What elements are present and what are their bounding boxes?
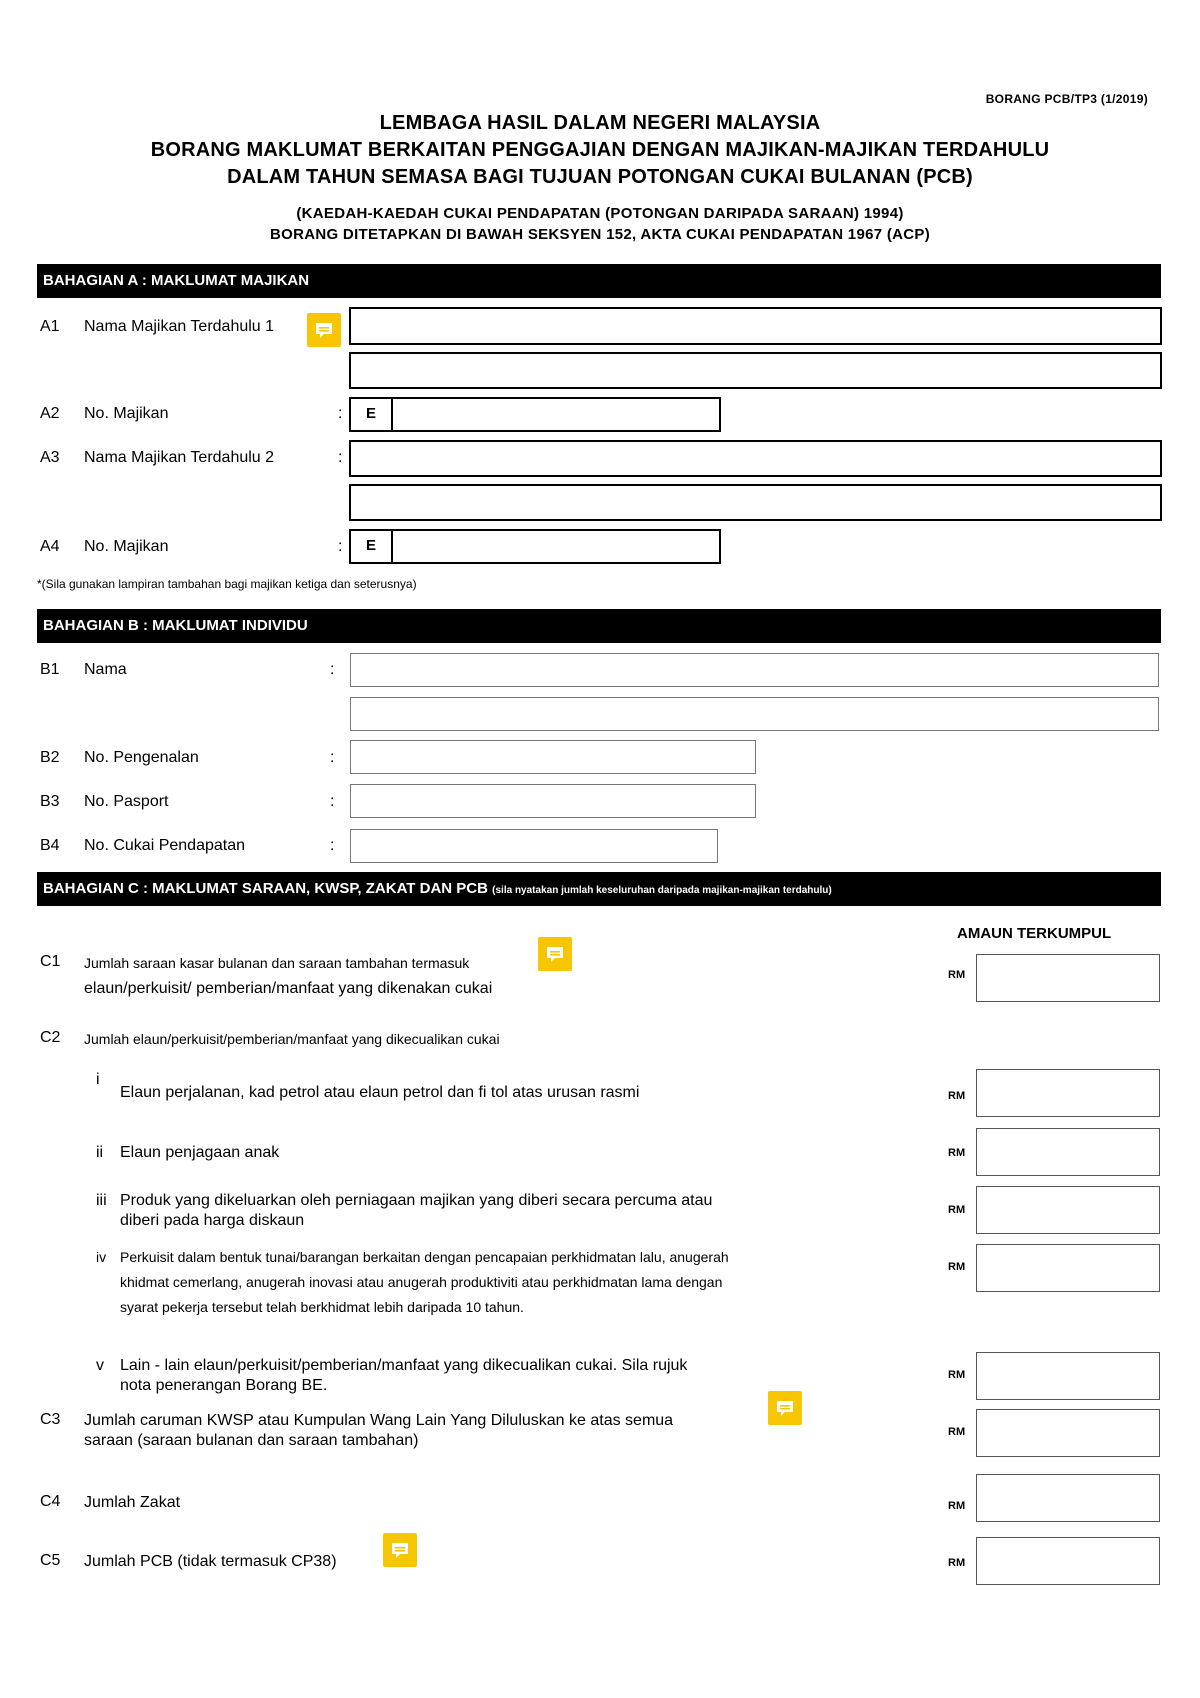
c2iii-num: iii: [96, 1192, 107, 1209]
c5-amount-input[interactable]: [976, 1537, 1160, 1585]
section-a-footnote: *(Sila gunakan lampiran tambahan bagi majikan ketiga dan seterusnya): [37, 577, 417, 591]
b3-label: No. Pasport: [84, 793, 169, 810]
c2ii-text: Elaun penjagaan anak: [120, 1144, 280, 1161]
section-c-header: [37, 872, 1161, 906]
c2-code: C2: [40, 1029, 61, 1046]
subtitle-rules: (KAEDAH-KAEDAH CUKAI PENDAPATAN (POTONGAN DARIPADA SARAAN) 1994): [296, 205, 904, 222]
b3-colon: :: [330, 793, 335, 810]
a2-code: A2: [40, 405, 60, 422]
c1-amount-input[interactable]: [976, 954, 1160, 1002]
a1-name-input-2[interactable]: [349, 352, 1162, 389]
comment-icon[interactable]: [538, 937, 572, 971]
b3-code: B3: [40, 793, 60, 810]
form-title-line-2: DALAM TAHUN SEMASA BAGI TUJUAN POTONGAN CUKAI BULANAN (PCB): [227, 166, 973, 188]
employer-prefix: E: [351, 531, 393, 562]
b4-code: B4: [40, 837, 60, 854]
a3-code: A3: [40, 449, 60, 466]
c2iv-text-line-2: khidmat cemerlang, anugerah inovasi atau anugerah produktiviti atau perkhidmatan lama dengan: [120, 1274, 723, 1290]
a3-label: Nama Majikan Terdahulu 2: [84, 449, 275, 466]
currency-label: RM: [948, 1426, 966, 1438]
page-title: LEMBAGA HASIL DALAM NEGERI MALAYSIA: [379, 112, 821, 134]
b1-code: B1: [40, 661, 60, 678]
b2-code: B2: [40, 749, 60, 766]
form-title-line-1: BORANG MAKLUMAT BERKAITAN PENGGAJIAN DENGAN MAJIKAN-MAJIKAN TERDAHULU: [150, 139, 1050, 161]
c5-code: C5: [40, 1552, 61, 1569]
a4-label: No. Majikan: [84, 538, 169, 555]
subtitle-act: BORANG DITETAPKAN DI BAWAH SEKSYEN 152, AKTA CUKAI PENDAPATAN 1967 (ACP): [270, 226, 930, 243]
comment-icon[interactable]: [383, 1533, 417, 1567]
comment-icon[interactable]: [307, 313, 341, 347]
c1-code: C1: [40, 953, 61, 970]
a4-code: A4: [40, 538, 60, 555]
currency-label: RM: [948, 1090, 966, 1102]
b3-passport-input[interactable]: [350, 784, 756, 818]
c3-text-line-1: Jumlah caruman KWSP atau Kumpulan Wang Lain Yang Diluluskan ke atas semua: [84, 1412, 674, 1429]
c3-amount-input[interactable]: [976, 1409, 1160, 1457]
title-block: [0, 110, 1200, 245]
c2v-text-line-2: nota penerangan Borang BE.: [120, 1377, 328, 1394]
c2iii-amount-input[interactable]: [976, 1186, 1160, 1234]
c3-text-line-2: saraan (saraan bulanan dan saraan tambahan): [84, 1432, 419, 1449]
c2iii-text-line-1: Produk yang dikeluarkan oleh perniagaan majikan yang diberi secara percuma atau: [120, 1192, 713, 1209]
employer-prefix: E: [351, 399, 393, 430]
c2i-amount-input[interactable]: [976, 1069, 1160, 1117]
c2iv-text-line-3: syarat pekerja tersebut telah berkhidmat lebih daripada 10 tahun.: [120, 1299, 524, 1315]
b2-colon: :: [330, 749, 335, 766]
currency-label: RM: [948, 1204, 966, 1216]
c2v-amount-input[interactable]: [976, 1352, 1160, 1400]
a1-label: Nama Majikan Terdahulu 1: [84, 318, 275, 335]
a4-colon: :: [338, 538, 343, 555]
b1-name-input-1[interactable]: [350, 653, 1159, 687]
c2v-text-line-1: Lain - lain elaun/perkuisit/pemberian/manfaat yang dikecualikan cukai. Sila rujuk: [120, 1357, 688, 1374]
a2-employer-number-input[interactable]: [349, 397, 721, 432]
currency-label: RM: [948, 1557, 966, 1569]
c4-amount-input[interactable]: [976, 1474, 1160, 1522]
currency-label: RM: [948, 1147, 966, 1159]
section-a-header: BAHAGIAN A : MAKLUMAT MAJIKAN: [37, 264, 1161, 298]
b4-label: No. Cukai Pendapatan: [84, 837, 245, 854]
c5-label: Jumlah PCB (tidak termasuk CP38): [84, 1553, 337, 1570]
section-c-note: (sila nyatakan jumlah keseluruhan daripada majikan-majikan terdahulu): [492, 885, 832, 896]
amount-heading: AMAUN TERKUMPUL: [957, 925, 1112, 942]
b4-colon: :: [330, 837, 335, 854]
c2-label: Jumlah elaun/perkuisit/pemberian/manfaat yang dikecualikan cukai: [84, 1031, 500, 1047]
a3-name-input-1[interactable]: [349, 440, 1162, 477]
a1-code: A1: [40, 318, 60, 335]
a1-name-input-1[interactable]: [349, 307, 1162, 345]
c2i-num: i: [96, 1071, 100, 1088]
b2-id-number-input[interactable]: [350, 740, 756, 774]
b4-tax-number-input[interactable]: [350, 829, 718, 863]
a4-employer-number-input[interactable]: [349, 529, 721, 564]
c2ii-amount-input[interactable]: [976, 1128, 1160, 1176]
section-b-header: BAHAGIAN B : MAKLUMAT INDIVIDU: [37, 609, 1161, 643]
section-c-title: BAHAGIAN C : MAKLUMAT SARAAN, KWSP, ZAKAT DAN PCB: [43, 880, 488, 897]
form-code: BORANG PCB/TP3 (1/2019): [985, 92, 1148, 106]
b1-label: Nama: [84, 661, 127, 678]
a3-name-input-2[interactable]: [349, 484, 1162, 521]
c2ii-num: ii: [96, 1144, 104, 1161]
c2iii-text-line-2: diberi pada harga diskaun: [120, 1212, 305, 1229]
c2iv-num: iv: [96, 1249, 107, 1265]
a2-label: No. Majikan: [84, 405, 169, 422]
c1-text-line-2: elaun/perkuisit/ pemberian/manfaat yang dikenakan cukai: [84, 980, 493, 997]
a2-colon: :: [338, 405, 343, 422]
c2i-text: Elaun perjalanan, kad petrol atau elaun petrol dan fi tol atas urusan rasmi: [120, 1084, 640, 1101]
c1-text-line-1: Jumlah saraan kasar bulanan dan saraan tambahan termasuk: [84, 955, 470, 971]
currency-label: RM: [948, 1369, 966, 1381]
c2iv-amount-input[interactable]: [976, 1244, 1160, 1292]
a3-colon: :: [338, 449, 343, 466]
c3-code: C3: [40, 1411, 61, 1428]
c4-label: Jumlah Zakat: [84, 1494, 181, 1511]
b1-colon: :: [330, 661, 335, 678]
b1-name-input-2[interactable]: [350, 697, 1159, 731]
b2-label: No. Pengenalan: [84, 749, 199, 766]
c4-code: C4: [40, 1493, 61, 1510]
currency-label: RM: [948, 1500, 966, 1512]
c2iv-text-line-1: Perkuisit dalam bentuk tunai/barangan berkaitan dengan pencapaian perkhidmatan lalu, anugerah: [120, 1249, 729, 1265]
currency-label: RM: [948, 969, 966, 981]
c2v-num: v: [96, 1357, 104, 1374]
currency-label: RM: [948, 1261, 966, 1273]
comment-icon[interactable]: [768, 1391, 802, 1425]
